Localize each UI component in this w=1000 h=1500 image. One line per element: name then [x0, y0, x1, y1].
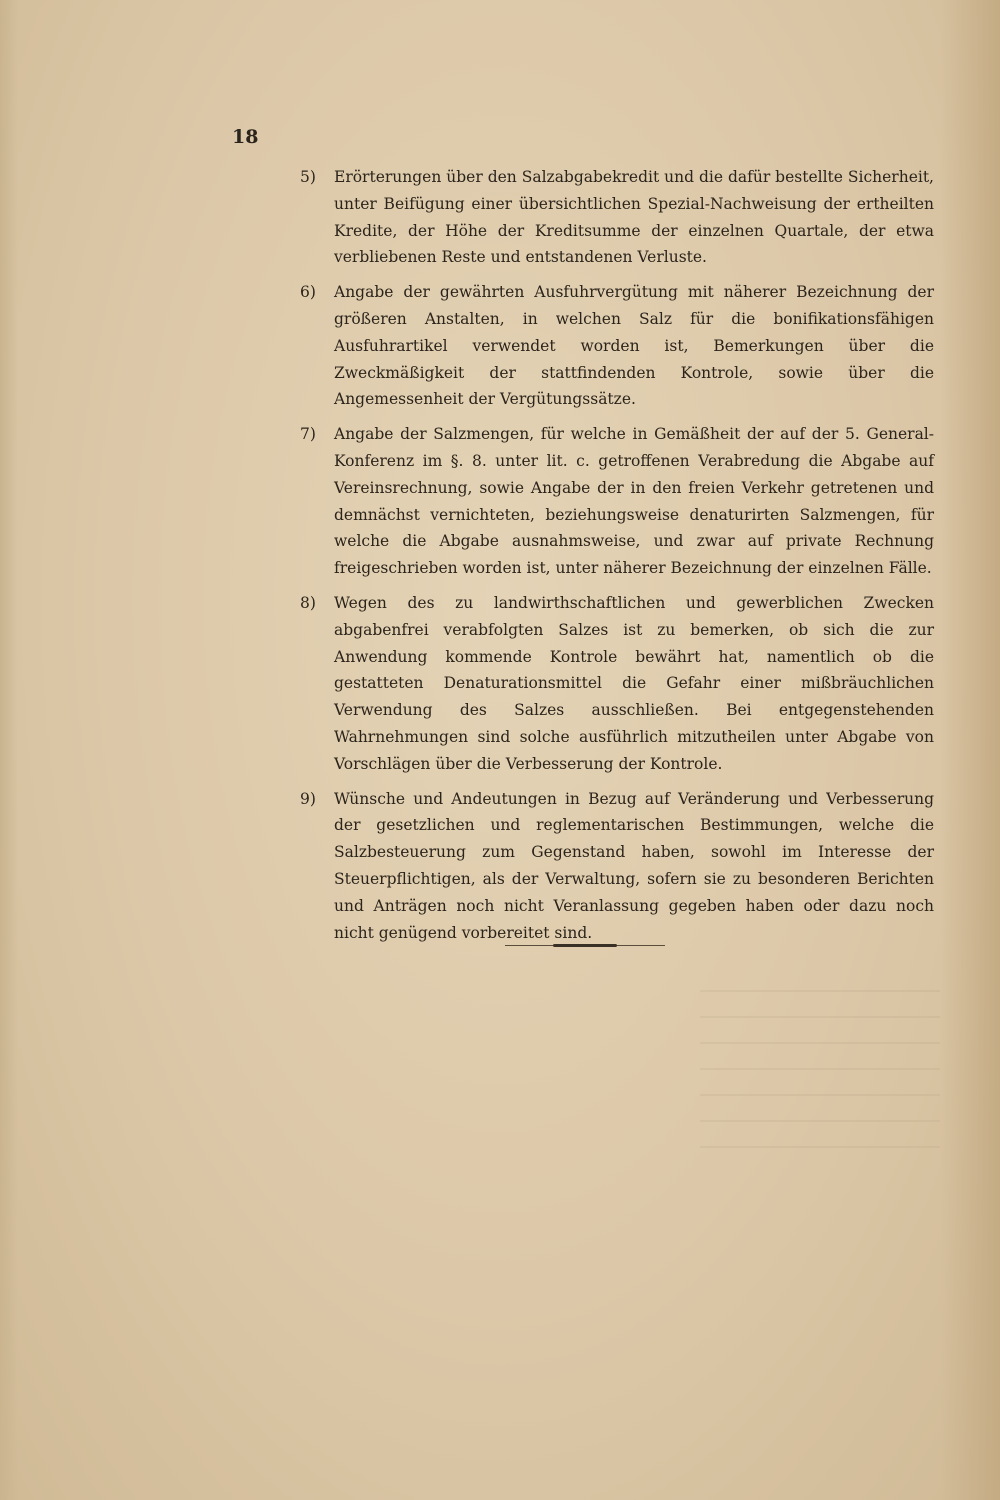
item-list: [300, 164, 934, 954]
item-text: Wegen des zu landwirthschaftlichen und gewerblichen Zwecken abgabenfrei verabfolgten Salzes ist zu bemerken, ob sich die zur Anwendung kommende Kontrole bewährt hat, namentlich ob die gestatteten Denaturationsmittel die Gefahr einer mißbräuchlichen Verwendung des Salzes ausschließen. Bei entgegenstehenden Wahrnehmungen sind solche ausführlich mitzutheilen unter Abgabe von Vorschlägen über die Verbesserung der Kontrole.: [334, 593, 934, 773]
section-divider-ornament: [505, 944, 665, 947]
bleed-through-text: [700, 990, 940, 1150]
list-item-6: [300, 279, 934, 413]
item-number: 8): [300, 593, 316, 612]
item-text: Wünsche und Andeutungen in Bezug auf Veränderung und Verbesserung der gesetzlichen und reglementarischen Bestimmungen, welche die Salzbesteuerung zum Gegenstand haben, sowohl im Interesse der Steuerpflichtigen, als der Verwaltung, sofern sie zu besonderen Berichten und Anträgen noch nicht Veranlassung gegeben haben oder dazu noch nicht genügend vorbereitet sind.: [334, 789, 934, 942]
item-text: Erörterungen über den Salzabgabekredit und die dafür bestellte Sicherheit, unter Beifügung einer übersichtlichen Spezial-Nachweisung der ertheilten Kredite, der Höhe der Kreditsumme der einzelnen Quartale, der etwa verbliebenen Reste und entstandenen Verluste.: [334, 168, 934, 267]
item-number: 7): [300, 425, 316, 444]
item-number: 9): [300, 789, 316, 808]
item-text: Angabe der gewährten Ausfuhrvergütung mit näherer Bezeichnung der größeren Anstalten, in welchen Salz für die bonifikationsfähigen Ausfuhrartikel verwendet worden ist, Bemerkungen über die Zweckmäßigkeit der stattfindenden Kontrole, sowie über die Angemessenheit der Vergütungssätze.: [334, 283, 934, 409]
list-item-5: [300, 164, 934, 271]
list-item-9: [300, 786, 934, 947]
list-item-8: [300, 590, 934, 778]
divider-center-swell: [553, 944, 617, 947]
list-item-7: [300, 421, 934, 582]
item-text: Angabe der Salzmengen, für welche in Gemäßheit der auf der 5. General-Konferenz im §. 8. unter lit. c. getroffenen Verabredung die Abgabe auf Vereinsrechnung, sowie Angabe der in den freien Verkehr getretenen und demnächst vernichteten, beziehungsweise denaturirten Salzmengen, für welche die Abgabe ausnahmsweise, und zwar auf private Rechnung freigeschrieben worden ist, unter näherer Bezeichnung der einzelnen Fälle.: [334, 425, 934, 578]
page-edge-shadow-left: [0, 0, 18, 1500]
page-edge-shadow-right: [940, 0, 1000, 1500]
item-number: 6): [300, 283, 316, 302]
page-number: 18: [232, 126, 259, 148]
item-number: 5): [300, 168, 316, 186]
